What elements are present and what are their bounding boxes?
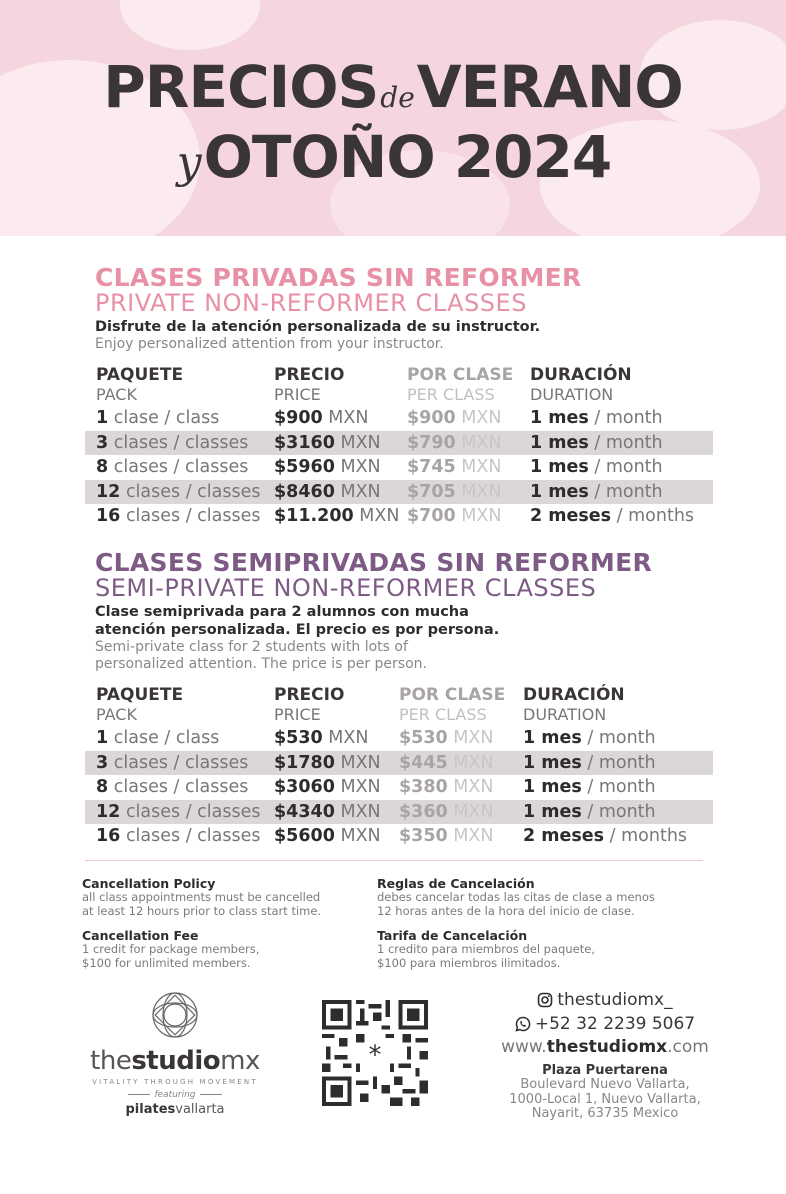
address-title: Plaza Puertarena — [542, 1063, 668, 1078]
section-desc-es: Clase semiprivada para 2 alumnos con mucha — [95, 604, 469, 620]
table-row: 8 clases / classes $5960 MXN $745 MXN 1 mes / month — [96, 457, 663, 477]
section-divider — [85, 860, 703, 861]
qr-code[interactable] — [322, 1000, 428, 1106]
table-row: 12 clases / classes $8460 MXN $705 MXN 1 mes / month — [85, 480, 713, 505]
section-desc-es: Disfrute de la atención personalizada de su instructor. — [95, 319, 541, 335]
title-script: de — [380, 81, 415, 114]
table-header — [85, 686, 713, 726]
col-per-class: POR CLASE PER CLASS — [399, 685, 506, 724]
table-row: 3 clases / classes $3160 MXN $790 MXN 1 mes / month — [85, 431, 713, 456]
section-desc-en: Enjoy personalized attention from your instructor. — [95, 336, 444, 352]
col-price: PRECIO PRICE — [274, 365, 345, 404]
table-header — [85, 366, 713, 406]
featuring-label: featuring — [75, 1090, 275, 1100]
table-row: 1 clase / class $530 MXN $530 MXN 1 mes / month — [96, 728, 656, 748]
address-line: Boulevard Nuevo Vallarta, — [520, 1077, 690, 1092]
private-price-table — [85, 366, 713, 529]
studio-logo — [75, 990, 275, 1117]
svg-text:*: * — [368, 1039, 382, 1070]
address-line: 1000-Local 1, Nuevo Vallarta, — [509, 1091, 701, 1107]
section-title-es: CLASES PRIVADAS SIN REFORMER — [95, 263, 582, 292]
table-row: 3 clases / classes $1780 MXN $445 MXN 1 mes / month — [85, 751, 713, 776]
private-section-heading — [95, 264, 715, 353]
logo-mandala-icon — [150, 990, 200, 1040]
whatsapp-icon — [515, 1016, 531, 1032]
section-desc-en: personalized attention. The price is per person. — [95, 656, 427, 672]
title-word: OTOÑO 2024 — [203, 123, 612, 191]
cancellation-fee-en: Cancellation Fee 1 credit for package members, $100 for unlimited members. — [82, 928, 260, 970]
brand-tagline: VITALITY THROUGH MOVEMENT — [92, 1078, 258, 1086]
table-row: 12 clases / classes $4340 MXN $360 MXN 1 mes / month — [85, 800, 713, 825]
hero-banner — [0, 0, 786, 236]
col-pack: PAQUETE PACK — [96, 365, 184, 404]
address-line: Nayarit, 63735 Mexico — [531, 1106, 679, 1121]
title-word: VERANO — [416, 53, 683, 121]
instagram-handle[interactable]: thestudiomx_ — [490, 988, 720, 1012]
title-script: y — [176, 137, 202, 188]
contact-info — [490, 988, 720, 1122]
col-duration: DURACIÓN DURATION — [530, 365, 632, 404]
col-duration: DURACIÓN DURATION — [523, 685, 625, 724]
brand-name: thestudiomx — [90, 1046, 260, 1076]
section-title-en: PRIVATE NON-REFORMER CLASSES — [95, 289, 527, 317]
table-row: 8 clases / classes $3060 MXN $380 MXN 1 mes / month — [96, 777, 656, 797]
section-title-es: CLASES SEMIPRIVADAS SIN REFORMER — [95, 548, 653, 577]
col-pack: PAQUETE PACK — [96, 685, 184, 724]
col-per-class: POR CLASE PER CLASS — [407, 365, 514, 404]
whatsapp-phone[interactable]: +52 32 2239 5067 — [490, 1012, 720, 1036]
section-desc-en: Semi-private class for 2 students with lots of — [95, 639, 408, 655]
title-word: PRECIOS — [103, 53, 379, 121]
table-row: 16 clases / classes $5600 MXN $350 MXN 2 meses / months — [96, 826, 688, 846]
table-row: 16 clases / classes $11.200 MXN $700 MXN 2 meses / months — [96, 506, 695, 526]
website-link[interactable]: www.thestudiomx.com — [501, 1037, 709, 1057]
partner-brand: pilatesvallarta — [125, 1102, 225, 1117]
semi-section-heading — [95, 549, 715, 673]
page-title — [0, 53, 786, 191]
section-title-en: SEMI-PRIVATE NON-REFORMER CLASSES — [95, 574, 597, 602]
table-row: 1 clase / class $900 MXN $900 MXN 1 mes / month — [96, 408, 663, 428]
col-price: PRECIO PRICE — [274, 685, 345, 724]
semi-price-table — [85, 686, 713, 849]
cancellation-policy-es: Reglas de Cancelación debes cancelar todas las citas de clase a menos 12 horas antes de la hora del inicio de clase. — [377, 876, 655, 918]
cancellation-policy-en: Cancellation Policy all class appointments must be cancelled at least 12 hours prior to class start time. — [82, 876, 322, 918]
section-desc-es: atención personalizada. El precio es por persona. — [95, 622, 500, 638]
instagram-icon — [537, 992, 553, 1008]
floral-decoration — [120, 0, 260, 50]
cancellation-fee-es: Tarifa de Cancelación 1 credito para miembros del paquete, $100 para miembros ilimitados. — [377, 928, 595, 970]
